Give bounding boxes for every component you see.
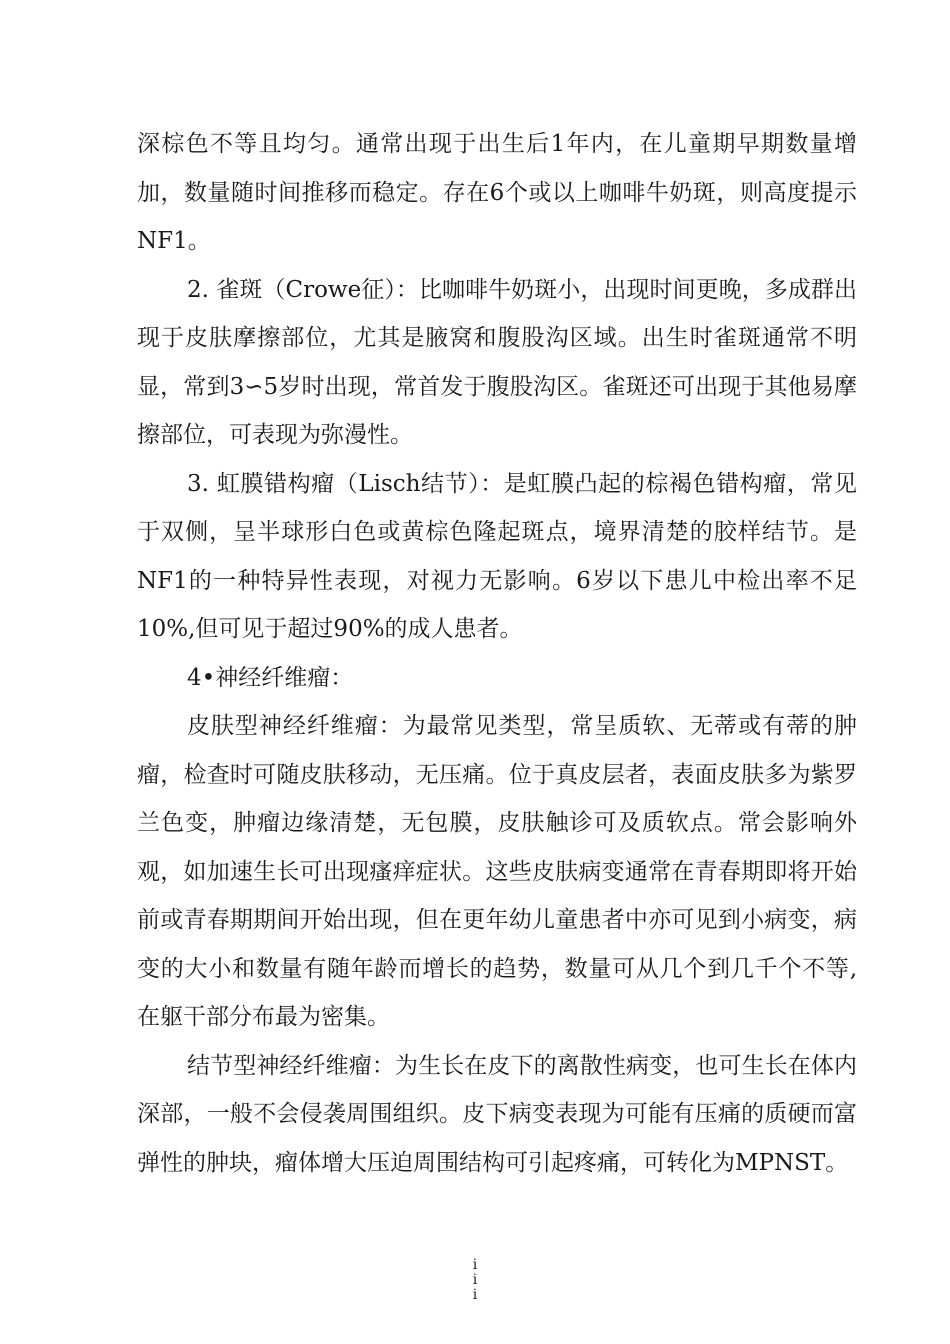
page-number-char: i xyxy=(472,1287,478,1303)
paragraph-cutaneous-neurofibroma: 皮肤型神经纤维瘤：为最常见类型，常呈质软、无蒂或有蒂的肿瘤，检查时可随皮肤移动，无压痛。位于真皮层者，表面皮肤多为紫罗兰色变，肿瘤边缘清楚，无包膜，皮肤触诊可及质软点。常会影响外观，如加速生长可出现瘙痒症状。这些皮肤病变通常在青春期即将开始前或青春期期间开始出现，但在更年幼儿童患者中亦可见到小病变，病变的大小和数量有随年龄而增长的趋势，数量可从几个到几千个不等,在躯干部分布最为密集。 xyxy=(137,713,857,1030)
paragraph-nodular-neurofibroma: 结节型神经纤维瘤：为生长在皮下的离散性病变，也可生长在体内深部，一般不会侵袭周围组织。皮下病变表现为可能有压痛的质硬而富弹性的肿块，瘤体增大压迫周围结构可引起疼痛，可转化为MPNST。 xyxy=(137,1052,857,1176)
page-number-char: i xyxy=(472,1272,478,1288)
page-number-char: i xyxy=(472,1257,478,1273)
body-text xyxy=(137,120,857,1187)
page-number xyxy=(0,1258,950,1303)
section-heading-neurofibroma: 4•神经纤维瘤： xyxy=(187,664,354,691)
paragraph-lisch-nodules: 3. 虹膜错构瘤（Lisch结节）：是虹膜凸起的棕褐色错构瘤，常见于双侧，呈半球形白色或黄棕色隆起斑点，境界清楚的胶样结节。是NF1的一种特异性表现，对视力无影响。6岁以下患儿中检出率不足10%,但可见于超过90%的成人患者。 xyxy=(137,470,857,642)
paragraph-freckles: 2. 雀斑（Crowe征）：比咖啡牛奶斑小，出现时间更晚，多成群出现于皮肤摩擦部位，尤其是腋窝和腹股沟区域。出生时雀斑通常不明显，常到3∽5岁时出现，常首发于腹股沟区。雀斑还可出现于其他易摩擦部位，可表现为弥漫性。 xyxy=(137,276,857,448)
paragraph-cafe-au-lait-continuation: 深棕色不等且均匀。通常出现于出生后1年内，在儿童期早期数量增加，数量随时间推移而稳定。存在6个或以上咖啡牛奶斑，则高度提示NF1。 xyxy=(137,131,857,254)
